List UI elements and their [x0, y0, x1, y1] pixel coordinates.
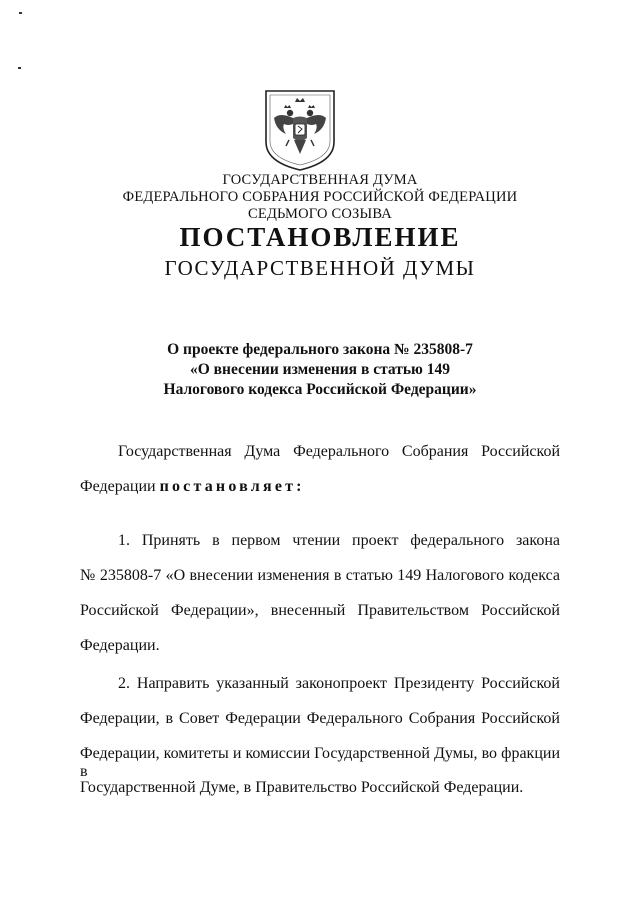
item1-line2: № 235808-7 «О внесении изменения в статью 149 Налогового кодекса [80, 567, 560, 584]
intro-line1: Государственная Дума Федерального Собрания Российской [118, 443, 560, 460]
subject-line2: «О внесении изменения в статью 149 [189, 361, 451, 378]
russian-coat-of-arms-icon [262, 88, 338, 172]
item1-line1: 1. Принять в первом чтении проект федерального закона [118, 532, 560, 549]
item2-line3: Федерации, комитеты и комиссии Государственной Думы, во фракции в [80, 745, 560, 780]
document-type-title: ПОСТАНОВЛЕНИЕ [179, 222, 461, 252]
item1-line3: Российской Федерации», внесенный Правительством Российской [80, 602, 560, 619]
scan-speck [19, 12, 22, 14]
item1-line4: Федерации. [80, 637, 160, 654]
item2-line4: Государственной Думе, в Правительство Российской Федерации. [80, 779, 524, 796]
document-issuer-title: ГОСУДАРСТВЕННОЙ ДУМЫ [164, 256, 476, 280]
intro-line2 [80, 478, 560, 496]
org-name-line1: ГОСУДАРСТВЕННАЯ ДУМА [222, 172, 418, 188]
item2-line2: Федерации, в Совет Федерации Федерального Собрания Российской [80, 710, 560, 727]
org-name-line2: ФЕДЕРАЛЬНОГО СОБРАНИЯ РОССИЙСКОЙ ФЕДЕРАЦИИ [122, 189, 518, 205]
subject-line1: О проекте федерального закона № 235808-7 [167, 341, 473, 358]
convocation-line: СЕДЬМОГО СОЗЫВА [248, 206, 392, 222]
scan-speck [18, 67, 21, 69]
decree-verb: постановляет: [159, 478, 305, 495]
intro-prefix: Федерации [80, 478, 156, 495]
subject-line3: Налогового кодекса Российской Федерации» [163, 381, 477, 398]
item2-line1: 2. Направить указанный законопроект Президенту Российской [118, 675, 560, 692]
